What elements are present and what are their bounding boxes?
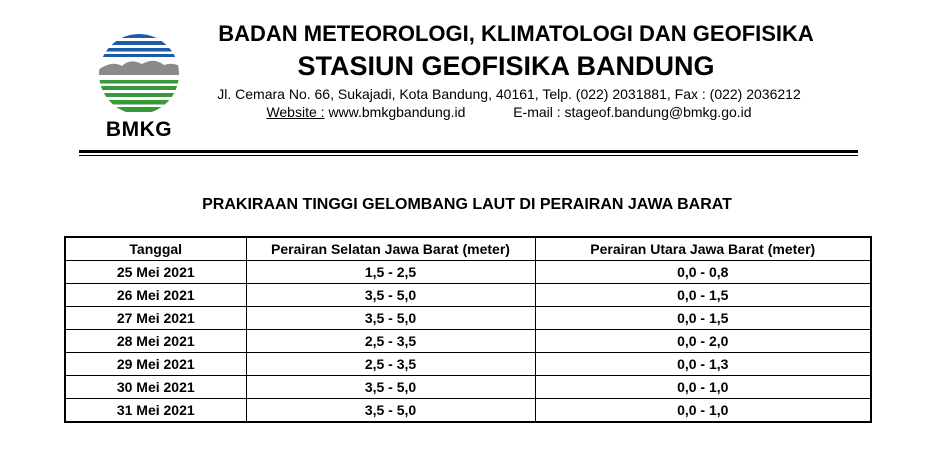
date-cell: 28 Mei 2021 xyxy=(65,330,246,353)
table-row xyxy=(65,261,871,284)
south-wave-cell: 1,5 - 2,5 xyxy=(246,261,535,284)
wave-forecast-table xyxy=(64,236,872,423)
north-wave-cell: 0,0 - 1,5 xyxy=(535,284,871,307)
organization-name: BADAN METEOROLOGI, KLIMATOLOGI DAN GEOFISIKA xyxy=(218,21,814,46)
table-row xyxy=(65,307,871,330)
south-wave-cell: 3,5 - 5,0 xyxy=(246,307,535,330)
header-divider-thin xyxy=(79,155,858,156)
north-wave-cell: 0,0 - 2,0 xyxy=(535,330,871,353)
column-header-south: Perairan Selatan Jawa Barat (meter) xyxy=(246,237,535,261)
south-wave-cell: 3,5 - 5,0 xyxy=(246,376,535,399)
south-wave-cell: 2,5 - 3,5 xyxy=(246,353,535,376)
email-label: E-mail : xyxy=(513,104,561,120)
table-row xyxy=(65,399,871,423)
north-wave-cell: 0,0 - 1,0 xyxy=(535,376,871,399)
south-wave-cell: 3,5 - 5,0 xyxy=(246,399,535,423)
table-row xyxy=(65,330,871,353)
email-link[interactable]: stageof.bandung@bmkg.go.id xyxy=(564,104,752,120)
address-line: Jl. Cemara No. 66, Sukajadi, Kota Bandung, 40161, Telp. (022) 2031881, Fax : (022) 2036212 xyxy=(217,86,801,102)
north-wave-cell: 0,0 - 1,3 xyxy=(535,353,871,376)
column-header-date: Tanggal xyxy=(65,237,246,261)
table-header-row xyxy=(65,237,871,261)
date-cell: 26 Mei 2021 xyxy=(65,284,246,307)
date-cell: 29 Mei 2021 xyxy=(65,353,246,376)
contact-line xyxy=(196,104,822,120)
website-link[interactable]: www.bmkgbandung.id xyxy=(328,104,466,120)
website-label: Website : xyxy=(266,104,325,120)
south-wave-cell: 3,5 - 5,0 xyxy=(246,284,535,307)
column-header-north: Perairan Utara Jawa Barat (meter) xyxy=(535,237,871,261)
table-row xyxy=(65,353,871,376)
north-wave-cell: 0,0 - 0,8 xyxy=(535,261,871,284)
north-wave-cell: 0,0 - 1,0 xyxy=(535,399,871,423)
south-wave-cell: 2,5 - 3,5 xyxy=(246,330,535,353)
header-divider-thick xyxy=(79,150,858,153)
logo-wordmark: BMKG xyxy=(105,118,173,141)
document-title: PRAKIRAAN TINGGI GELOMBANG LAUT DI PERAIRAN JAWA BARAT xyxy=(202,196,732,213)
table-row xyxy=(65,284,871,307)
table-row xyxy=(65,376,871,399)
date-cell: 31 Mei 2021 xyxy=(65,399,246,423)
date-cell: 30 Mei 2021 xyxy=(65,376,246,399)
date-cell: 27 Mei 2021 xyxy=(65,307,246,330)
date-cell: 25 Mei 2021 xyxy=(65,261,246,284)
north-wave-cell: 0,0 - 1,5 xyxy=(535,307,871,330)
station-name: STASIUN GEOFISIKA BANDUNG xyxy=(297,51,715,81)
